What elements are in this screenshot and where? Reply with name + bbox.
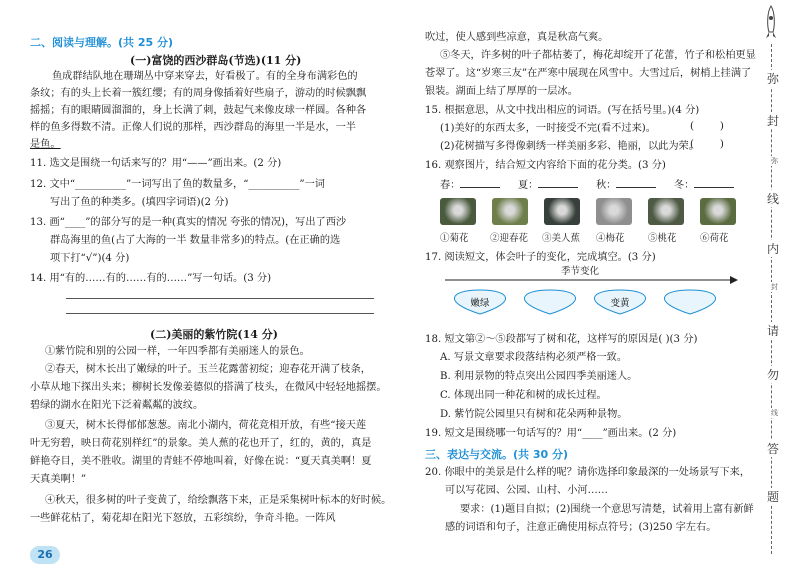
- season-summer: [518, 178, 578, 194]
- question-13-line1: 13. 画“____”的部分写的是一种(真实的情况 夸张的情况)，写出了西沙: [30, 217, 347, 228]
- answer-parentheses[interactable]: ( ): [690, 121, 724, 132]
- passage1-line: 是鱼。: [30, 139, 61, 150]
- passage2-line: ③夏天，树木长得郁郁葱葱。南北小湖内，荷花竞相开放，有些“接天莲: [45, 420, 367, 431]
- season-autumn: [596, 178, 656, 194]
- question-17: 17. 阅读短文，体会叶子的变化，完成填空。(3 分): [425, 252, 656, 263]
- option-a[interactable]: A. 写景文章要求段落结构必须严格一致。: [440, 352, 628, 363]
- passage2-line: 小草从地下探出头来；柳树长发像姜德似的搭满了枝头，在微风中轻轻地摇摆。: [30, 382, 387, 393]
- flower-photo-peach-blossom: [648, 198, 684, 225]
- season-label: 冬：: [674, 180, 695, 191]
- season-winter: [674, 178, 734, 194]
- answer-line[interactable]: [66, 313, 374, 314]
- question-13-line3: 项下打“√”)(4 分): [50, 253, 130, 264]
- question-20-requirements: 感的词语和句子，注意正确使用标点符号；(3)250 字左右。: [445, 522, 717, 533]
- seal-char: 答: [767, 442, 780, 456]
- passage2-line: 碧绿的湖水在阳光下泛着粼粼的波纹。: [30, 400, 204, 411]
- passage2-para5: 银装。湖面上结了厚厚的一层冰。: [425, 86, 578, 97]
- seal-char: 弥: [767, 72, 780, 86]
- passage2-line: ①紫竹院和别的公园一样，一年四季都有美丽迷人的景色。: [45, 346, 310, 357]
- question-14: 14. 用“有的……有的……有的……”写一句话。(3 分): [30, 273, 272, 284]
- question-20-line1: 20. 你眼中的美景是什么样的呢？请你选择印象最深的一处场景写下来，: [425, 467, 751, 478]
- rocket-icon: [763, 4, 779, 44]
- summer-blank[interactable]: [538, 178, 578, 188]
- seal-char: 勿: [767, 368, 780, 382]
- season-label: 夏：: [518, 180, 539, 191]
- passage2-continued: 吹过，使人感到些凉意，真是秋高气爽。: [425, 32, 609, 43]
- season-spring: [440, 178, 500, 194]
- seal-char: 题: [767, 490, 780, 504]
- autumn-blank[interactable]: [616, 178, 656, 188]
- leaf-diagram: [440, 262, 740, 330]
- passage2-title: (二)美丽的紫竹院(14 分): [150, 328, 278, 341]
- seal-char: 内: [767, 242, 780, 256]
- passage2-para5: ⑤冬天，许多树的叶子都枯萎了，梅花却绽开了花蕾，竹子和松柏更显: [440, 50, 756, 61]
- passage1-line: 条纹；有的头上长着一簇红缨；有的周身像插着好些扇子，游动的时候飘飘: [30, 88, 367, 99]
- flower-caption: ⑤桃花: [648, 233, 677, 244]
- passage2-line: 天真美啊！”: [30, 474, 87, 485]
- seal-char-small: 封: [771, 283, 778, 291]
- flower-caption: ③美人蕉: [542, 233, 581, 244]
- leaf-shape[interactable]: [664, 290, 715, 314]
- passage1-title: (一)富饶的西沙群岛(节选)(11 分): [130, 54, 302, 67]
- question-15: 15. 根据意思，从文中找出相应的词语。(写在括号里。)(4 分): [425, 105, 700, 116]
- flower-caption: ①菊花: [440, 233, 469, 244]
- option-b[interactable]: B. 利用景物的特点突出公园四季美丽迷人。: [440, 371, 638, 382]
- page-number: 26: [30, 546, 60, 564]
- answer-line[interactable]: [66, 298, 374, 299]
- winter-blank[interactable]: [694, 178, 734, 188]
- passage2-line: 叶无穷碧，映日荷花别样红”的景象。美人蕉的花也开了，红的，黄的，真是: [30, 438, 372, 449]
- flower-photo-plum-blossom: [596, 198, 632, 225]
- leaf-label: 变黄: [610, 298, 630, 309]
- answer-parentheses[interactable]: ( ): [690, 139, 724, 150]
- question-11: 11. 选文是围绕一句话来写的？用“——”画出来。(2 分): [30, 158, 282, 169]
- arrow-head-icon: [730, 276, 738, 284]
- question-12-line1: 12. 文中“__________”一词写出了鱼的数量多，“__________”一词: [30, 179, 325, 190]
- flower-caption: ④梅花: [596, 233, 625, 244]
- spring-blank[interactable]: [460, 178, 500, 188]
- option-d[interactable]: D. 紫竹院公园里只有树和花朵两种景物。: [440, 409, 628, 420]
- question-19: 19. 短文是围绕哪一句话写的？用“____”画出来。(2 分): [425, 428, 677, 439]
- season-label: 春：: [440, 180, 461, 191]
- section2-heading: 二、阅读与理解。(共 25 分): [30, 36, 174, 49]
- seal-char-small: 线: [771, 409, 778, 417]
- right-page: [400, 0, 755, 575]
- seal-char: 封: [767, 114, 780, 128]
- flower-photo-winter-jasmine: [492, 198, 528, 225]
- passage2-line: 鲜艳夺目，美不胜收。湖里的青蛙不停地叫着，好像在说：“夏天真美啊！夏: [30, 456, 372, 467]
- option-c[interactable]: C. 体现出同一种花和树的成长过程。: [440, 390, 607, 401]
- flower-photo-lotus: [700, 198, 736, 225]
- passage2-line: ②春天，树木长出了嫩绿的叶子。玉兰花露蕾初绽；迎春花开满了枝条，: [45, 364, 371, 375]
- passage1-line: 鱼成群结队地在珊瑚丛中穿来穿去，好看极了。有的全身布满彩色的: [52, 71, 358, 82]
- passage1-line: 样的鱼多得数不清。正像人们说的那样，西沙群岛的海里一半是水，一半: [30, 122, 356, 133]
- passage1-line: 摇摇；有的眼睛圆溜溜的，身上长满了刺，鼓起气来像皮球一样圆。各种各: [30, 105, 367, 116]
- passage2-line: ④秋天，很多树的叶子变黄了，给绘飘落下来，正是采集树叶标本的好时候。: [45, 495, 392, 506]
- section3-heading: 三、表达与交流。(共 30 分): [425, 448, 569, 461]
- flower-caption: ⑥荷花: [700, 233, 729, 244]
- question-15-item1: (1)美好的东西太多，一时接受不完(看不过来)。: [440, 123, 656, 134]
- passage2-para5: 苍翠了。这“岁寒三友”在严寒中展现在风雪中。大雪过后，树梢上挂满了: [425, 68, 752, 79]
- passage2-line: 一些鲜花枯了，菊花却在阳光下怒放，五彩缤纷，争奇斗艳。一阵风: [30, 513, 336, 524]
- flower-caption: ②迎春花: [490, 233, 529, 244]
- question-16: 16. 观察图片，结合短文内容给下面的花分类。(3 分): [425, 160, 666, 171]
- question-20-requirements: 要求：(1)题目自拟；(2)围绕一个意思写清楚，试着用上富有新鲜: [460, 504, 754, 515]
- seal-char: 请: [767, 324, 780, 338]
- leaf-shape[interactable]: [524, 290, 575, 314]
- question-13-line2: 群岛海里的鱼(占了大海的一半 数量非常多)的特点。(在正确的选: [50, 235, 341, 246]
- question-15-item2: (2)花树描写多得像刺绣一样美丽多彩、艳丽，以此为荣。: [440, 141, 699, 152]
- season-change-label: 季节变化: [560, 266, 600, 277]
- flower-photo-chrysanthemum: [440, 198, 476, 225]
- seal-char: 线: [767, 192, 780, 206]
- season-label: 秋：: [596, 180, 617, 191]
- seal-line-gutter: [755, 0, 800, 575]
- question-20-line2: 可以写花园、公园、山村、小河……: [445, 485, 608, 496]
- seal-char-small: 弥: [771, 157, 778, 165]
- leaf-label: 嫩绿: [470, 298, 490, 309]
- flower-photo-canna: [544, 198, 580, 225]
- question-18: 18. 短文第②～⑤段都写了树和花，这样写的原因是( )(3 分): [425, 334, 698, 345]
- question-12-line2: 写出了鱼的种类多。(填四字词语)(2 分): [50, 197, 229, 208]
